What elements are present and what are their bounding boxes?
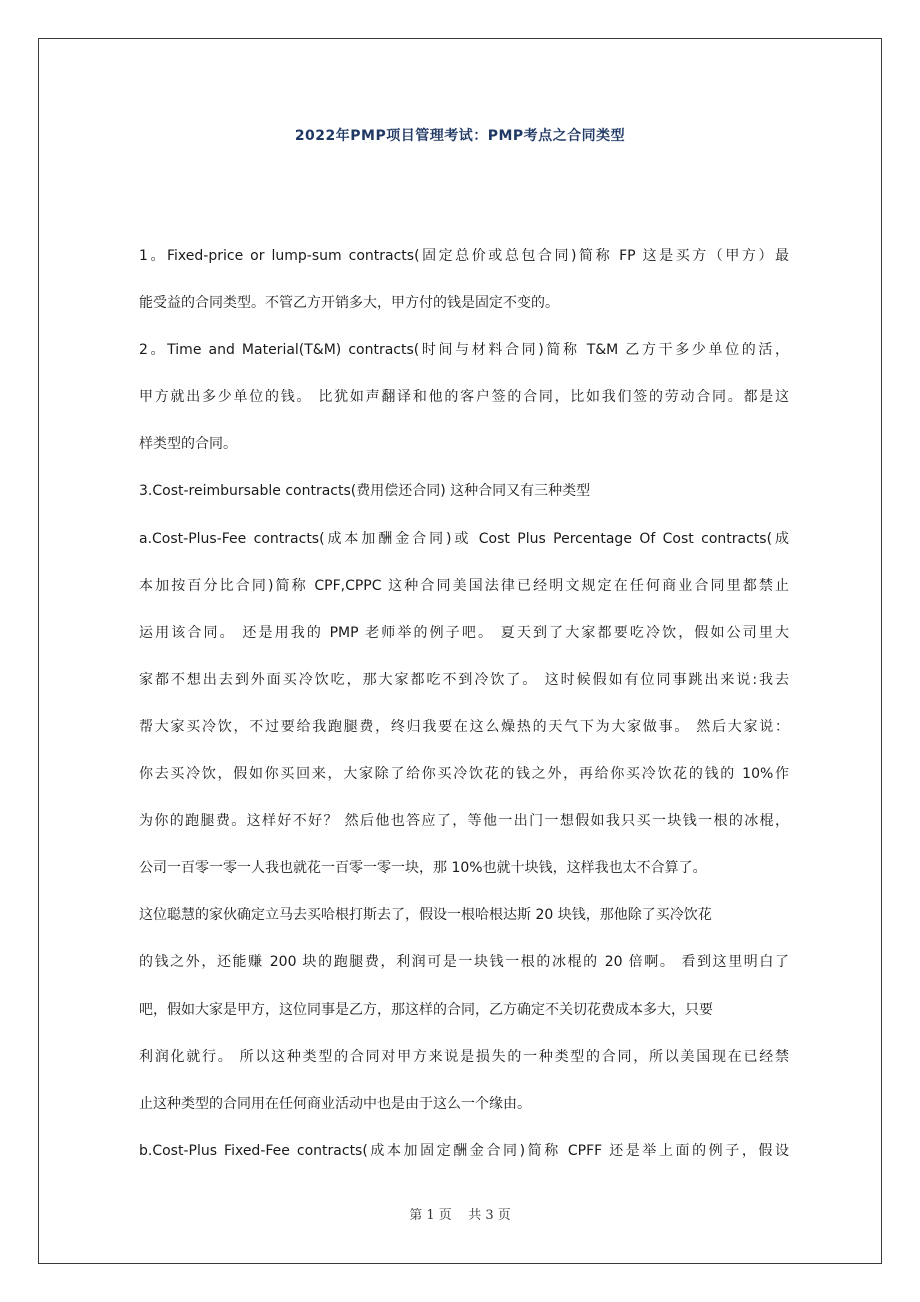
body-line: 能受益的合同类型。不管乙方开销多大，甲方付的钱是固定不变的。 <box>139 295 559 312</box>
body-line: 公司一百零一零一人我也就花一百零一零一块，那 10%也就十块钱，这样我也太不合算了。 <box>139 860 707 877</box>
body-line: 2。Time and Material(T&M) contracts(时间与材料合同)简称 T&M 乙方干多少单位的活， <box>139 342 789 359</box>
body-line: 家都不想出去到外面买冷饮吃，那大家都吃不到冷饮了。 这时候假如有位同事跳出来说:我去 <box>139 671 789 688</box>
body-line: 吧，假如大家是甲方，这位同事是乙方，那这样的合同，乙方确定不关切花费成本多大，只要 <box>139 1001 713 1018</box>
body-line: 3.Cost-reimbursable contracts(费用偿还合同) 这种合同又有三种类型 <box>139 483 591 500</box>
page-number-footer: 第 1 页 共 3 页 <box>409 1208 511 1223</box>
body-line: 本加按百分比合同)简称 CPF,CPPC 这种合同美国法律已经明文规定在任何商业合同里都禁止 <box>139 577 789 594</box>
body-line: b.Cost-Plus Fixed-Fee contracts(成本加固定酬金合同)简称 CPFF 还是举上面的例子，假设 <box>139 1142 789 1159</box>
body-line: 这位聪慧的家伙确定立马去买哈根打斯去了，假设一根哈根达斯 20 块钱，那他除了买冷饮花 <box>139 907 712 924</box>
body-line: 你去买冷饮，假如你买回来，大家除了给你买冷饮花的钱之外，再给你买冷饮花的钱的 10%作 <box>139 766 789 783</box>
body-line: 运用该合同。 还是用我的 PMP 老师举的例子吧。 夏天到了大家都要吃冷饮，假如公司里大 <box>139 624 789 641</box>
body-line: a.Cost-Plus-Fee contracts(成本加酬金合同)或 Cost Plus Percentage Of Cost contracts(成 <box>139 530 789 547</box>
body-line: 止这种类型的合同用在任何商业活动中也是由于这么一个缘由。 <box>139 1095 531 1112</box>
body-line: 甲方就出多少单位的钱。 比犹如声翻译和他的客户签的合同，比如我们签的劳动合同。都是这 <box>139 389 789 406</box>
body-line: 1。Fixed-price or lump-sum contracts(固定总价或总包合同)简称 FP 这是买方（甲方）最 <box>139 248 789 264</box>
body-line: 的钱之外，还能赚 200 块的跑腿费，利润可是一块钱一根的冰棍的 20 倍啊。 看到这里明白了 <box>139 954 789 971</box>
body-line: 利润化就行。 所以这种类型的合同对甲方来说是损失的一种类型的合同，所以美国现在已经禁 <box>139 1048 789 1065</box>
document-body <box>139 238 789 1180</box>
body-line: 为你的跑腿费。这样好不好？ 然后他也答应了，等他一出门一想假如我只买一块钱一根的冰棍， <box>139 813 789 830</box>
document-title: 2022年PMP项目管理考试：PMP考点之合同类型 <box>294 128 626 144</box>
body-line: 样类型的合同。 <box>139 436 237 453</box>
body-line: 帮大家买冷饮，不过要给我跑腿费，终归我要在这么燥热的天气下为大家做事。 然后大家说： <box>139 718 789 735</box>
